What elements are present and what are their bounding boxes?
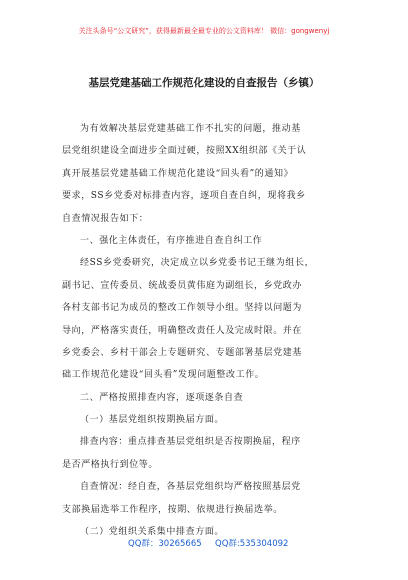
body-line: 副书记、宣传委员、统战委员黄伟庭为副组长，乡党政办: [62, 280, 303, 291]
body-line: 为有效解决基层党建基础工作不扎实的问题，推动基: [80, 124, 301, 134]
body-line: 是否严格执行到位等。: [62, 459, 159, 470]
body-line: 层党组织建设全面进步全面过硬，按照XX组织部《关于认: [62, 146, 307, 157]
footer-qq-group-2: QQ群:535304092: [215, 539, 289, 549]
body-line: 二、严格按照排查内容，逐项逐条自查: [80, 392, 244, 403]
body-line: 乡党委会、乡村干部会上专题研究、专题部署基层党建基: [62, 347, 303, 358]
body-line: 各村支部书记为成员的整改工作领导小组。坚持以问题为: [62, 303, 303, 314]
body-line: 导向，严格落实责任，明确整改责任人及完成时限。并在: [62, 325, 303, 336]
body-line: 一、强化主体责任，有序推进自查自纠工作: [80, 235, 263, 246]
footer-qq-group-1: QQ群：30265665: [128, 539, 202, 549]
body-line: 要求，SS乡党委对标排查内容，逐项自查自纠，现将我乡: [62, 191, 306, 202]
body-line: （二）党组织关系集中排查方面。: [80, 527, 225, 538]
body-line: 支部换届选举工作程序，按期、依规进行换届选举。: [62, 504, 283, 515]
body-line: 自查情况报告如下：: [62, 213, 149, 224]
body-line: 排查内容：重点排查基层党组织是否按期换届，程序: [80, 437, 301, 448]
body-line: 自查情况：经自查，各基层党组织均严格按照基层党: [80, 482, 301, 493]
header-banner: 关注头条号“公文研究”，获得最新最全最专业的公文资料库！ 微信：gongwenyj: [78, 27, 330, 35]
document-title: 基层党建基础工作规范化建设的自查报告（乡镇）: [88, 77, 320, 89]
document-body: [62, 118, 352, 543]
body-line: 真开展基层党建基础工作规范化建设“回头看”的通知》: [62, 168, 294, 179]
body-line: 经SS乡党委研究，决定成立以乡党委书记王继为组长，: [80, 258, 315, 269]
body-line: 础工作规范化建设“回头看”发现问题整改工作。: [62, 370, 265, 381]
body-line: （一）基层党组织按期换届方面。: [80, 415, 225, 426]
